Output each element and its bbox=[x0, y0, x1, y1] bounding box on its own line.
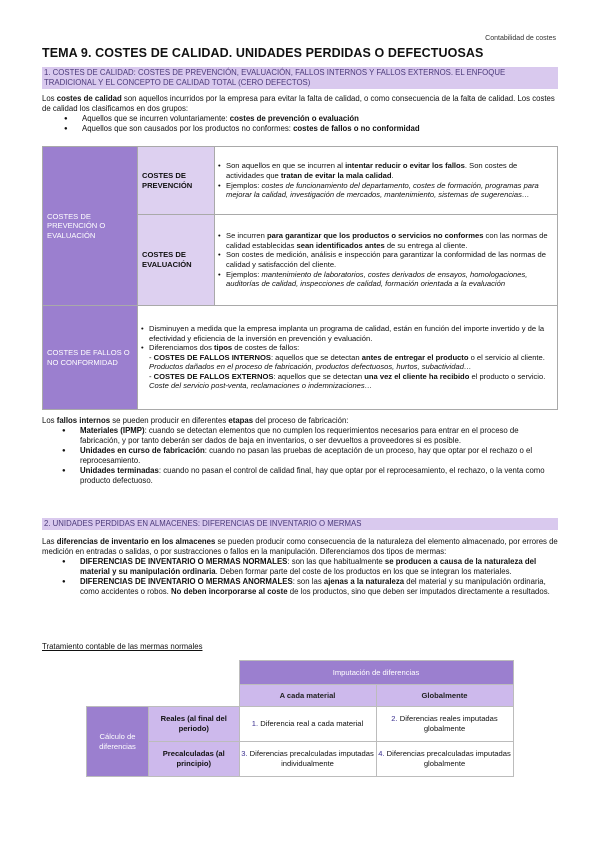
intro-list-item: ● Aquellos que son causados por los productos no conformes: costes de fallos o no conformidad bbox=[42, 124, 558, 134]
failures-description: • Disminuyen a medida que la empresa implanta un programa de calidad, están en función del importe invertido y de la efectividad y eficiencia de la inversión en prevención y evaluación. • Diferenciamos dos tipos de costes de fallos: - COSTES DE FALLOS INTERNOS: aquellos que se detectan antes de entregar el producto o el servicio al cliente. Productos dañados en el proceso de fabricación, productos defectuosos, hurtos, subactividad… - COSTES DE FALLOS EXTERNOS: aquellos que se detectan una vez el cliente ha recibido el producto o servicio. Coste del servicio post-venta, reclamaciones o indemnizaciones… bbox=[138, 306, 558, 410]
cell-option-2: 2. Diferencias reales imputadas globalmente bbox=[376, 707, 513, 742]
column-each-material: A cada material bbox=[239, 685, 376, 707]
section-1-heading: 1. COSTES DE CALIDAD: COSTES DE PREVENCIÓN, EVALUACIÓN, FALLOS INTERNOS Y FALLOS EXTERNOS. EL ENFOQUE TRADICIONAL Y EL CONCEPTO DE CALIDAD TOTAL (CERO DEFECTOS) bbox=[42, 67, 558, 89]
running-header: Contabilidad de costes bbox=[485, 35, 556, 42]
shrinkage-treatment-table bbox=[86, 660, 514, 777]
cell-option-3: 3. Diferencias precalculadas imputadas individualmente bbox=[239, 742, 376, 777]
prevention-description: • Son aquellos en que se incurren al intentar reducir o evitar los fallos. Son costes de actividades que tratan de evitar la mala calidad. • Ejemplos: costes de funcionamiento del departamento, costes de formación, programas para mejorar la calidad, investigación de mercados, mantenimiento, sistemas de sugerencias… bbox=[215, 147, 558, 215]
subcategory-evaluation: COSTES DE EVALUACIÓN bbox=[138, 215, 215, 306]
internal-failures-paragraph: Los fallos internos se pueden producir en diferentes etapas del proceso de fabricación: ● Materiales (IPMP): cuando se detectan elementos que no cumplen los requerimientos necesarios para entrar en el proceso de fabricación, y por tanto deberán ser dados de baja en inventarios, o ser devueltos a proveedores si es posible. ● Unidades en curso de fabricación: cuando no pasan las pruebas de aceptación de un proceso, hay que optar por el rechazo o el reprocesamiento. ● Unidades terminadas: cuando no pasan el control de calidad final, hay que optar por el reprocesamiento, el rechazo, o la venta como producto defectuoso. bbox=[42, 416, 558, 486]
quality-costs-table bbox=[42, 146, 558, 410]
shrinkage-type-item: ● DIFERENCIAS DE INVENTARIO O MERMAS ANORMALES: son las ajenas a la naturaleza del material y su manipulación ordinaria, como accidentes o robos. No deben incorporarse al coste de los productos, sino que deben ser imputados directamente a resultados. bbox=[42, 577, 558, 597]
cell-option-4: 4. Diferencias precalculadas imputadas globalmente bbox=[376, 742, 513, 777]
page-title: TEMA 9. COSTES DE CALIDAD. UNIDADES PERDIDAS O DEFECTUOSAS bbox=[42, 46, 484, 60]
intro-paragraph bbox=[42, 94, 558, 134]
intro-list-item: ● Aquellos que se incurren voluntariamente: costes de prevención o evaluación bbox=[42, 114, 558, 124]
failure-stage-item: ● Unidades en curso de fabricación: cuando no pasan las pruebas de aceptación de un proceso, hay que optar por el rechazo o el reprocesamiento. bbox=[42, 446, 558, 466]
category-failures: COSTES DE FALLOS O NO CONFORMIDAD bbox=[43, 306, 138, 410]
subcategory-prevention: COSTES DE PREVENCIÓN bbox=[138, 147, 215, 215]
imputation-header: Imputación de diferencias bbox=[239, 661, 513, 685]
shrinkage-paragraph: Las diferencias de inventario en los almacenes se pueden producir como consecuencia de la naturaleza del elemento almacenado, por errores de medición en entradas o salidas, o por sustracciones o fallos en la manipulación. Diferenciamos dos tipos de mermas: ● DIFERENCIAS DE INVENTARIO O MERMAS NORMALES: son las que habitualmente se producen a causa de la naturaleza del material y su manipulación ordinaria. Deben formar parte del coste de los productos en los que se integran los materiales. ● DIFERENCIAS DE INVENTARIO O MERMAS ANORMALES: son las ajenas a la naturaleza del material y su manipulación ordinaria, como accidentes o robos. No deben incorporarse al coste de los productos, sino que deben ser imputados directamente a resultados. bbox=[42, 537, 558, 597]
row-precalculated: Precalculadas (al principio) bbox=[149, 742, 240, 777]
category-prevention-evaluation: COSTES DE PREVENCIÓN O EVALUACIÓN bbox=[43, 147, 138, 306]
failure-stage-item: ● Unidades terminadas: cuando no pasan el control de calidad final, hay que optar por el reprocesamiento, el rechazo, o la venta como producto defectuoso. bbox=[42, 466, 558, 486]
section-2-heading: 2. UNIDADES PERDIDAS EN ALMACENES: DIFERENCIAS DE INVENTARIO O MERMAS bbox=[42, 518, 558, 530]
row-actual: Reales (al final del periodo) bbox=[149, 707, 240, 742]
failure-stage-item: ● Materiales (IPMP): cuando se detectan elementos que no cumplen los requerimientos necesarios para entrar en el proceso de fabricación, y por tanto deberán ser dados de baja en inventarios, o ser devueltos a proveedores si es posible. bbox=[42, 426, 558, 446]
shrinkage-type-item: ● DIFERENCIAS DE INVENTARIO O MERMAS NORMALES: son las que habitualmente se producen a causa de la naturaleza del material y su manipulación ordinaria. Deben formar parte del coste de los productos en los que se integran los materiales. bbox=[42, 557, 558, 577]
intro-text: Los costes de calidad son aquellos incurridos por la empresa para evitar la falta de calidad, o como consecuencia de la falta de calidad. Los costes de calidad los clasificamos en dos grupos: bbox=[42, 94, 555, 113]
column-globally: Globalmente bbox=[376, 685, 513, 707]
cell-option-1: 1. Diferencia real a cada material bbox=[239, 707, 376, 742]
row-group-calculation: Cálculo de diferencias bbox=[87, 707, 149, 777]
evaluation-description: • Se incurren para garantizar que los productos o servicios no conformes con las normas de calidad establecidas sean identificados antes de su entrega al cliente. • Son costes de medición, análisis e inspección para garantizar la conformidad de las normas de calidad y satisfacción del cliente. • Ejemplos: mantenimiento de laboratorios, costes derivados de ensayos, homologaciones, auditorías de calidad, inspecciones de calidad, formación orientada a la evaluación bbox=[215, 215, 558, 306]
accounting-treatment-heading: Tratamiento contable de las mermas normales bbox=[42, 642, 203, 651]
